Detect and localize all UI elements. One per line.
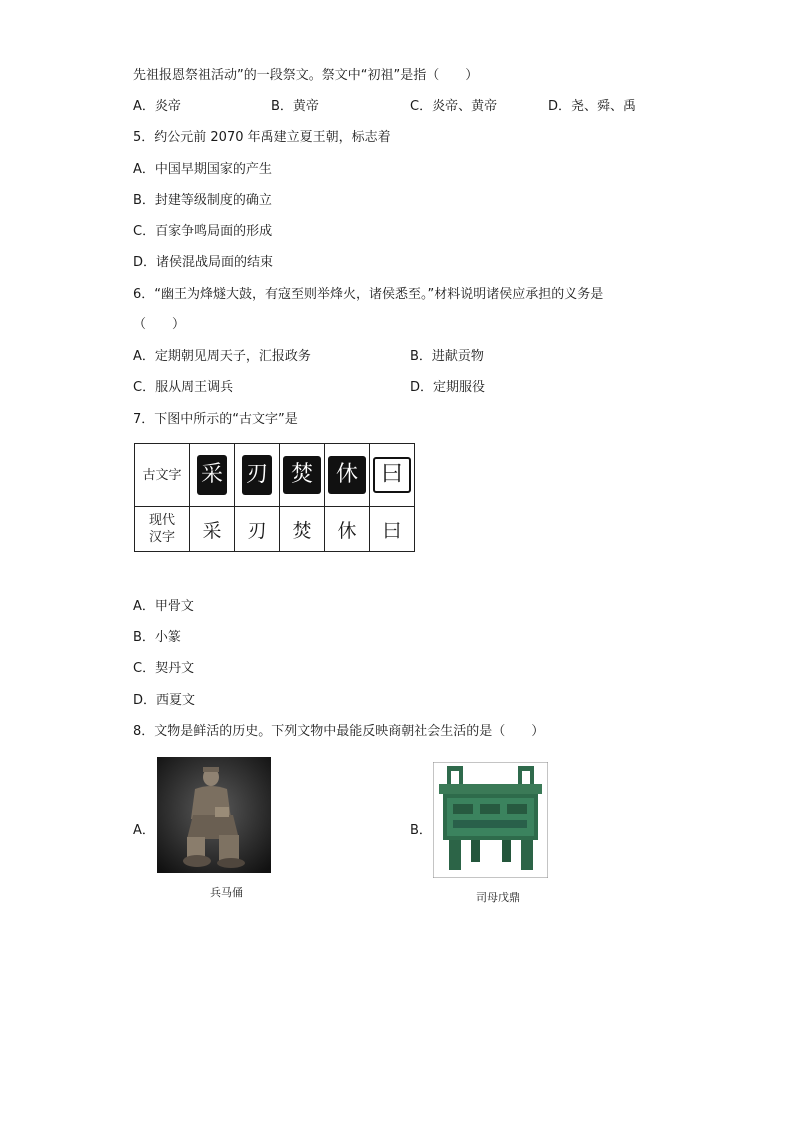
modern-char-ren: 刃 [235, 507, 280, 552]
q5-option-a[interactable]: A．中国早期国家的产生 [133, 162, 272, 177]
q4-option-a[interactable]: A．炎帝 [133, 99, 181, 114]
modern-header-line2: 汉字 [148, 530, 175, 545]
q7-option-b[interactable]: B．小篆 [133, 630, 181, 645]
modern-char-fen: 焚 [280, 507, 325, 552]
ancient-glyph-yue: 曰 [373, 457, 411, 493]
q8-option-a-label[interactable]: A． [133, 823, 155, 838]
q8-option-b-label[interactable]: B． [410, 823, 432, 838]
ancient-glyph-xiu: 休 [328, 456, 366, 494]
ancient-row-header: 古文字 [135, 444, 190, 507]
modern-char-xiu: 休 [325, 507, 370, 552]
q5-option-d[interactable]: D．诸侯混战局面的结束 [133, 255, 274, 270]
q8-option-b-caption: 司母戊鼎 [476, 891, 520, 904]
question-7-stem: 7．下图中所示的“古文字”是 [133, 412, 298, 427]
q7-option-d[interactable]: D．西夏文 [133, 693, 196, 708]
modern-char-cai: 采 [190, 507, 235, 552]
q6-option-b[interactable]: B．进献贡物 [410, 349, 484, 364]
modern-char-yue: 曰 [370, 507, 415, 552]
q6-option-a[interactable]: A．定期朝见周天子，汇报政务 [133, 349, 311, 364]
ancient-glyph-cai: 采 [197, 455, 227, 495]
ancient-characters-table [134, 443, 415, 552]
q4-option-b[interactable]: B．黄帝 [271, 99, 319, 114]
terracotta-warrior-image[interactable] [157, 757, 271, 873]
modern-row-header [135, 507, 190, 552]
q7-option-c[interactable]: C．契丹文 [133, 661, 195, 676]
question-8-stem: 8．文物是鲜活的历史。下列文物中最能反映商朝社会生活的是（ ） [133, 724, 545, 739]
simuwu-ding-image[interactable] [433, 762, 548, 878]
question-4-stem: 先祖报恩祭祖活动”的一段祭文。祭文中“初祖”是指（ ） [133, 68, 479, 83]
q6-option-d[interactable]: D．定期服役 [410, 380, 486, 395]
question-6-paren: （ ） [133, 317, 186, 332]
q4-option-d[interactable]: D．尧、舜、禹 [548, 99, 637, 114]
ancient-glyph-ren: 刃 [242, 455, 272, 495]
ancient-glyph-fen: 焚 [283, 456, 321, 494]
q4-option-c[interactable]: C．炎帝、黄帝 [410, 99, 498, 114]
q7-option-a[interactable]: A．甲骨文 [133, 599, 194, 614]
q8-option-a-caption: 兵马俑 [210, 886, 243, 899]
q5-option-c[interactable]: C．百家争鸣局面的形成 [133, 224, 273, 239]
modern-header-line1: 现代 [148, 513, 175, 528]
q5-option-b[interactable]: B．封建等级制度的确立 [133, 193, 272, 208]
q6-option-c[interactable]: C．服从周王调兵 [133, 380, 234, 395]
question-6-stem: 6．“幽王为烽燧大鼓，有寇至则举烽火，诸侯悉至。”材料说明诸侯应承担的义务是 [133, 287, 604, 302]
question-5-stem: 5．约公元前 2070 年禹建立夏王朝，标志着 [133, 130, 391, 145]
